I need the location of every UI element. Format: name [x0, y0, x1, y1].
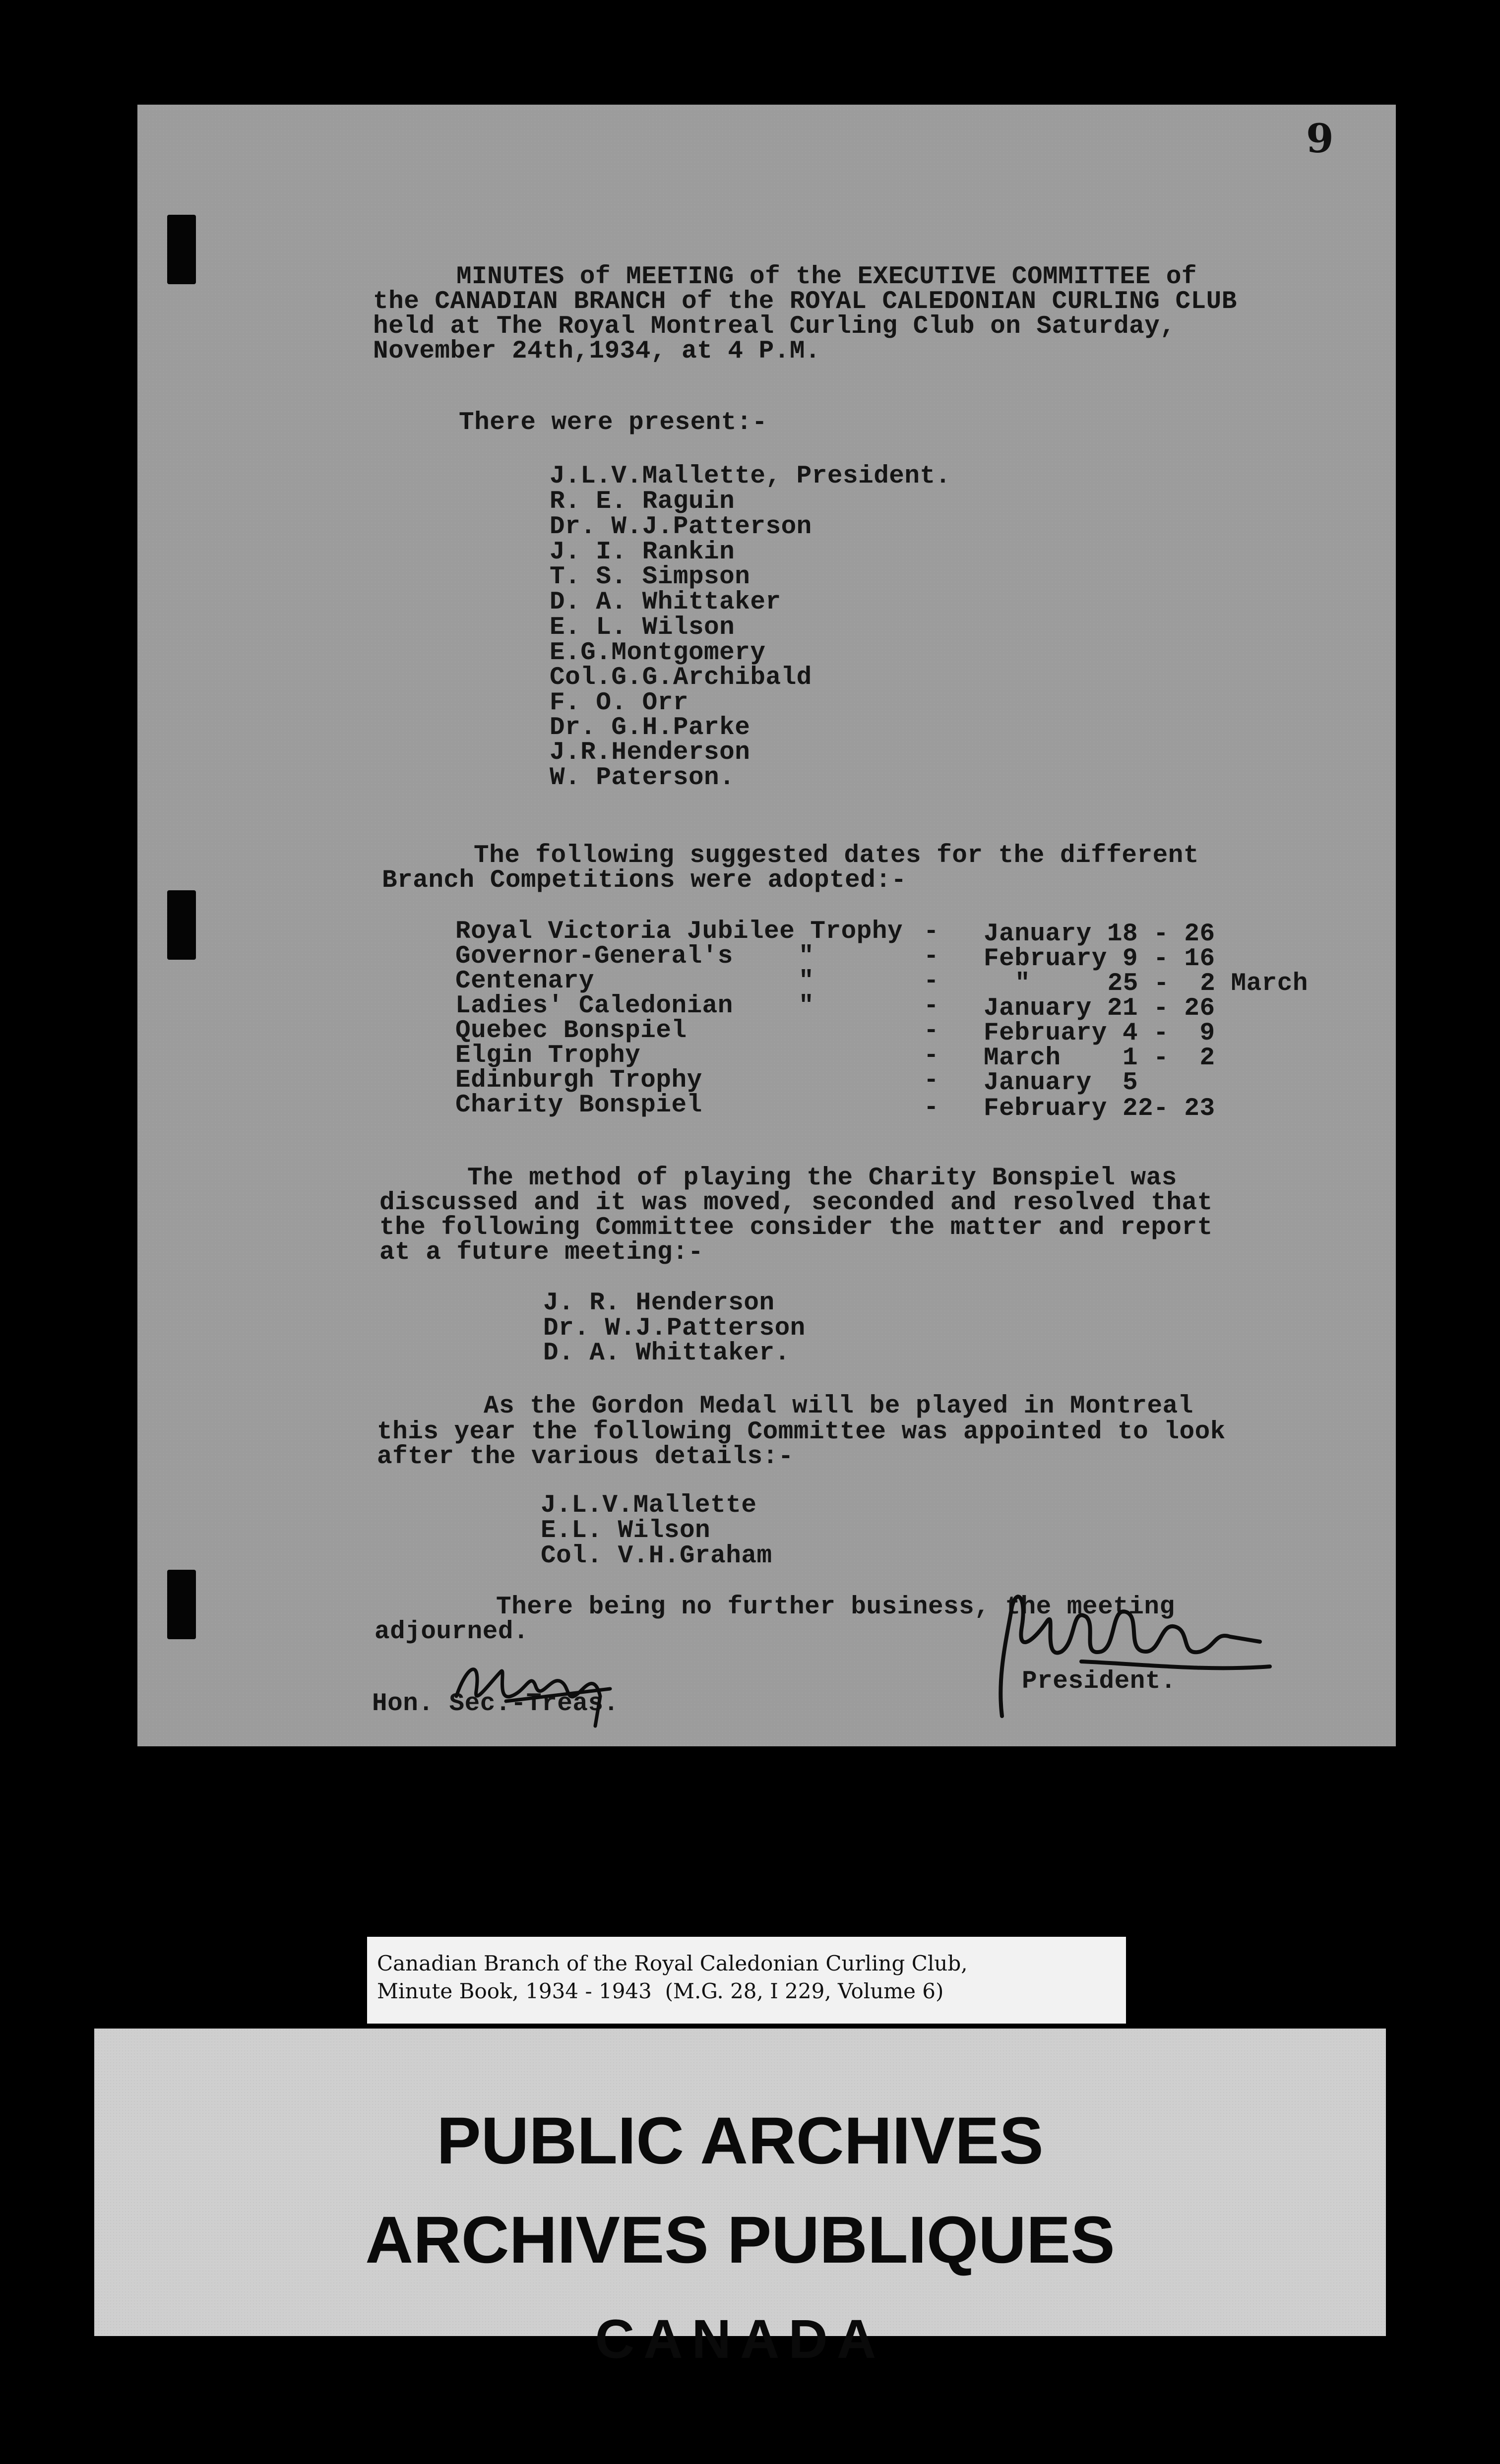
public-archives-stamp [94, 2029, 1386, 2370]
present-member: E. L. Wilson [550, 614, 735, 642]
competition-name: Charity Bonspiel [455, 1091, 702, 1119]
stamp-line-canada: CANADA [595, 2309, 885, 2370]
competition-dates: January 21 - 26 [984, 994, 1215, 1023]
registration-mark-middle [167, 890, 196, 960]
present-member: Col.G.G.Archibald [550, 664, 812, 692]
present-member: T. S. Simpson [550, 563, 750, 591]
present-member: D. A. Whittaker [550, 588, 781, 616]
competition-dates: February 4 - 9 [984, 1019, 1215, 1047]
charity-paragraph-line: The method of playing the Charity Bonspiel was [467, 1164, 1177, 1192]
competition-name: Royal Victoria Jubilee Trophy [455, 918, 903, 946]
competition-dash: - [924, 942, 939, 971]
competition-ditto: " [799, 992, 814, 1020]
competition-dash: - [924, 1042, 939, 1070]
competition-dash: - [924, 1094, 939, 1122]
gordon-paragraph-line: As the Gordon Medal will be played in Montreal [484, 1392, 1193, 1420]
present-member: J. I. Rankin [550, 538, 735, 566]
registration-mark-bottom [167, 1570, 196, 1639]
charity-committee-member: Dr. W.J.Patterson [543, 1314, 806, 1343]
charity-committee-member: D. A. Whittaker. [543, 1339, 790, 1367]
competition-name: Edinburgh Trophy [455, 1066, 702, 1095]
president-signature [982, 1577, 1280, 1726]
competition-dates: February 22- 23 [984, 1095, 1215, 1123]
present-member: F. O. Orr [550, 689, 688, 717]
registration-mark-top [167, 215, 196, 284]
competition-dash: - [924, 1017, 939, 1045]
competition-dash: - [924, 992, 939, 1020]
competition-dates: " 25 - 2 March [1015, 970, 1308, 998]
charity-paragraph-line: discussed and it was moved, seconded and resolved that [379, 1189, 1213, 1217]
dates-intro-line: Branch Competitions were adopted:- [382, 866, 907, 895]
stamp-line-english: PUBLIC ARCHIVES [437, 2104, 1044, 2178]
caption-line: Minute Book, 1934 - 1943 (M.G. 28, I 229, Volume 6) [377, 1979, 944, 2003]
present-member: J.R.Henderson [550, 739, 750, 767]
present-member: W. Paterson. [550, 764, 735, 792]
competition-name: Ladies' Caledonian [455, 992, 733, 1020]
present-member: Dr. W.J.Patterson [550, 513, 812, 541]
present-member: J.L.V.Mallette, President. [550, 462, 951, 491]
competition-ditto: " [799, 967, 814, 995]
gordon-committee-member: J.L.V.Mallette [541, 1491, 757, 1520]
archive-caption [367, 1937, 1126, 2024]
competition-ditto: " [799, 942, 814, 971]
competition-dash: - [924, 1066, 939, 1095]
competition-dash: - [924, 967, 939, 995]
page-number: 9 [1306, 115, 1334, 162]
closing-line: There being no further business, the meeting [496, 1593, 1175, 1621]
gordon-paragraph-line: this year the following Committee was appointed to look [377, 1418, 1226, 1446]
competition-name: Quebec Bonspiel [455, 1017, 687, 1045]
heading-line: the CANADIAN BRANCH of the ROYAL CALEDONIAN CURLING CLUB [373, 288, 1237, 316]
heading-line: November 24th,1934, at 4 P.M. [373, 337, 821, 366]
heading-line: held at The Royal Montreal Curling Club on Saturday, [373, 312, 1176, 341]
gordon-committee-member: Col. V.H.Graham [541, 1542, 772, 1570]
dates-intro-line: The following suggested dates for the different [474, 842, 1199, 870]
caption-line: Canadian Branch of the Royal Caledonian Curling Club, [377, 1951, 968, 1975]
competition-dates: January 5 [984, 1069, 1138, 1097]
competition-name: Elgin Trophy [455, 1042, 641, 1070]
gordon-committee-member: E.L. Wilson [541, 1517, 711, 1545]
secretary-title: Hon. Sec.-Treas. [372, 1690, 619, 1718]
heading-line: MINUTES of MEETING of the EXECUTIVE COMMITTEE of [456, 263, 1197, 291]
president-title: President. [1022, 1667, 1177, 1696]
stamp-line-french: ARCHIVES PUBLIQUES [365, 2203, 1115, 2277]
charity-paragraph-line: the following Committee consider the matter and report [379, 1214, 1213, 1242]
competition-dash: - [924, 918, 939, 946]
closing-line: adjourned. [375, 1618, 529, 1646]
present-intro: There were present:- [459, 409, 768, 437]
competition-name: Centenary [455, 967, 594, 995]
competition-dates: February 9 - 16 [984, 945, 1215, 973]
present-member: Dr. G.H.Parke [550, 714, 750, 742]
competition-name: Governor-General's [455, 942, 733, 971]
present-member: R. E. Raguin [550, 488, 735, 516]
secretary-signature [446, 1637, 635, 1731]
charity-paragraph-line: at a future meeting:- [379, 1238, 704, 1267]
gordon-paragraph-line: after the various details:- [377, 1443, 794, 1471]
present-member: E.G.Montgomery [550, 639, 766, 667]
competition-dates: January 18 - 26 [984, 920, 1215, 948]
competition-dates: March 1 - 2 [984, 1044, 1215, 1072]
charity-committee-member: J. R. Henderson [543, 1289, 775, 1317]
